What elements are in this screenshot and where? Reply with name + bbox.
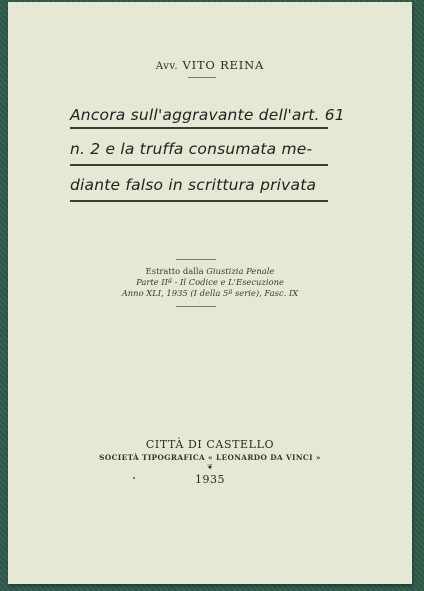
- extract-prefix: Estratto dalla: [145, 266, 204, 276]
- title-underline-1: [70, 127, 328, 129]
- extract-line-3: [8, 288, 412, 299]
- extract-divider-bottom: [176, 306, 216, 307]
- title-line-3: diante falso in scrittura privata: [70, 176, 317, 194]
- imprint-city: CITTÀ DI CASTELLO: [145, 438, 275, 451]
- extract-part: Parte IIª - Il Codice e L'Esecuzione: [136, 277, 284, 287]
- document-cover: [8, 2, 412, 584]
- author-divider: [188, 77, 216, 78]
- paper-speck: [133, 477, 135, 479]
- extract-divider-top: [176, 259, 216, 260]
- extract-journal: Giustizia Penale: [206, 266, 275, 276]
- title-underline-3: [70, 200, 328, 202]
- title-underline-2: [70, 164, 328, 166]
- author-name: VITO REINA: [182, 58, 265, 72]
- ornament-icon: ❦: [207, 463, 213, 471]
- extract-line-2: [8, 277, 412, 288]
- author-prefix: Avv.: [155, 61, 179, 72]
- imprint-printer: SOCIETÀ TIPOGRAFICA « LEONARDO DA VINCI »: [99, 453, 321, 462]
- title-line-2: n. 2 e la truffa consumata me-: [70, 140, 313, 158]
- author-line: [8, 58, 412, 72]
- extract-line-1: [8, 266, 412, 277]
- title-line-1: Ancora sull'aggravante dell'art. 61: [70, 106, 345, 124]
- extract-issue: Anno XLI, 1935 (I della 5ª serie), Fasc. IX: [121, 288, 299, 298]
- imprint-year: 1935: [195, 473, 225, 486]
